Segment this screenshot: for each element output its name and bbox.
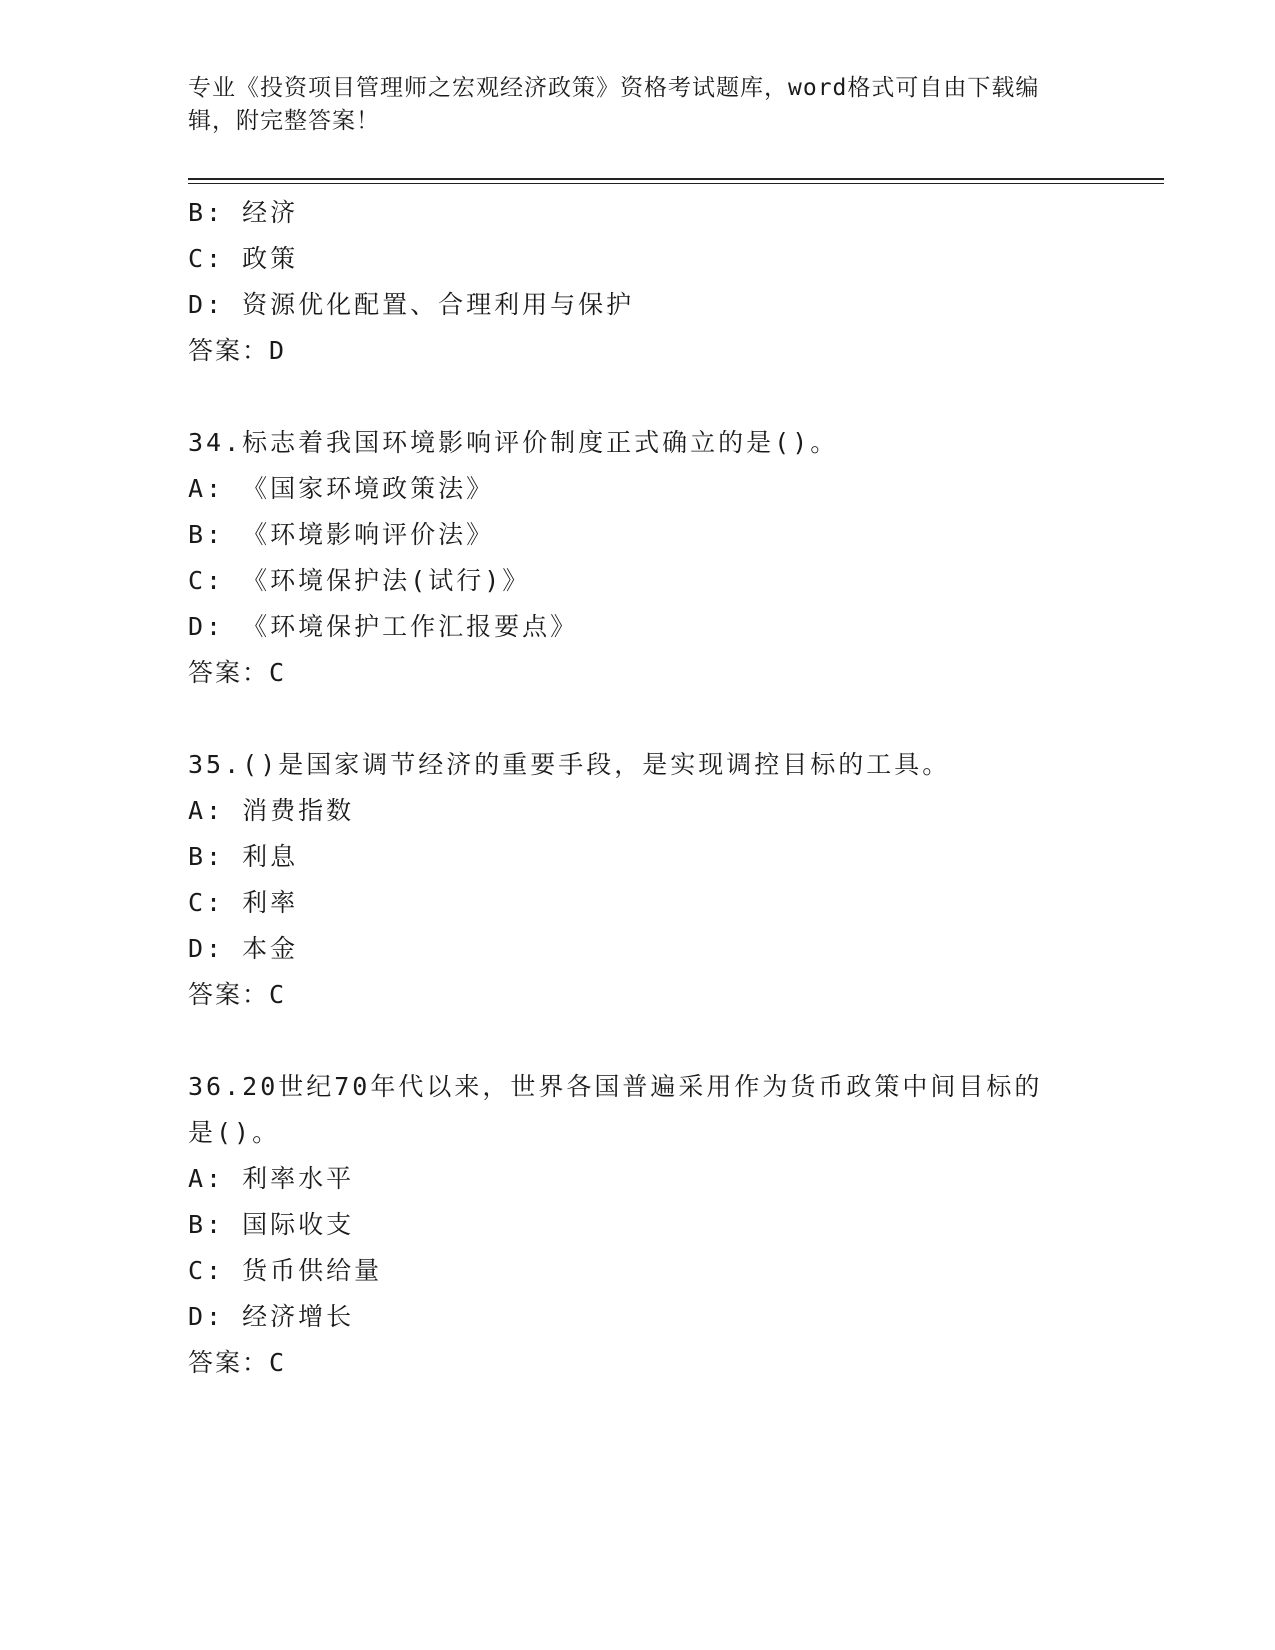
document-header: 专业《投资项目管理师之宏观经济政策》资格考试题库，word格式可自由下载编辑，附完整答案！ — [188, 75, 1040, 134]
question-list — [188, 190, 1068, 1386]
option-c: C: 利率 — [188, 888, 299, 917]
option-a: A: 利率水平 — [188, 1164, 355, 1193]
question-34 — [188, 420, 1068, 696]
option-a: A: 《国家环境政策法》 — [188, 474, 495, 503]
option-d: D: 经济增长 — [188, 1302, 355, 1331]
answer-line: 答案：D — [188, 336, 287, 365]
question-36 — [188, 1064, 1068, 1386]
option-b: B: 《环境影响评价法》 — [188, 520, 495, 549]
option-c: C: 政策 — [188, 244, 299, 273]
spacer — [188, 696, 1068, 742]
question-35 — [188, 742, 1068, 1018]
answer-line: 答案：C — [188, 658, 287, 687]
question-stem: 36.20世纪70年代以来，世界各国普遍采用作为货币政策中间目标的是()。 — [188, 1072, 1043, 1147]
question-stem: 34.标志着我国环境影响评价制度正式确立的是()。 — [188, 428, 839, 457]
option-d: D: 本金 — [188, 934, 299, 963]
question-33-continued — [188, 190, 1068, 374]
spacer — [188, 374, 1068, 420]
option-d: D: 资源优化配置、合理利用与保护 — [188, 290, 635, 319]
option-b: B: 国际收支 — [188, 1210, 355, 1239]
option-a: A: 消费指数 — [188, 796, 355, 825]
header-rule-thick — [188, 178, 1164, 180]
option-c: C: 货币供给量 — [188, 1256, 383, 1285]
question-stem: 35.()是国家调节经济的重要手段，是实现调控目标的工具。 — [188, 750, 951, 779]
answer-line: 答案：C — [188, 1348, 287, 1377]
option-b: B: 经济 — [188, 198, 299, 227]
option-c: C: 《环境保护法(试行)》 — [188, 566, 531, 595]
spacer — [188, 1018, 1068, 1064]
header-rule-thin — [188, 183, 1164, 184]
answer-line: 答案：C — [188, 980, 287, 1009]
option-d: D: 《环境保护工作汇报要点》 — [188, 612, 579, 641]
option-b: B: 利息 — [188, 842, 299, 871]
